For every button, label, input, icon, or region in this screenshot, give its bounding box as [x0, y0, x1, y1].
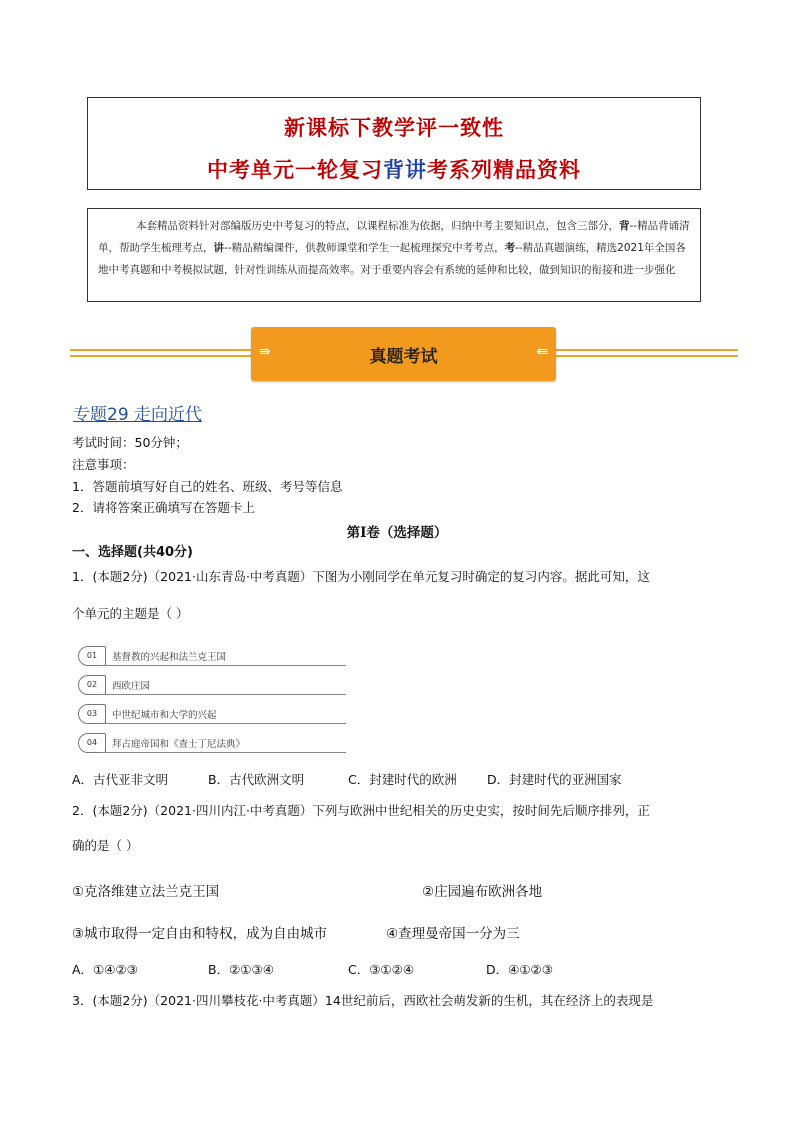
q1-option-d: D．封建时代的亚洲国家: [487, 772, 622, 787]
q2-option-a: A．①④②③: [72, 962, 138, 977]
q1-option-c: C．封建时代的欧洲: [348, 772, 457, 787]
q1-option-b: B．古代欧洲文明: [208, 772, 305, 787]
topic-title: 专题29 走向近代: [73, 405, 203, 425]
q1-stem-line1: 1．(本题2分)（2021·山东青岛·中考真题）下图为小刚同学在单元复习时确定的复习内容。据此可知，这: [72, 569, 650, 584]
q3-stem-line1: 3．(本题2分)（2021·四川攀枝花·中考真题）14世纪前后，西欧社会萌发新的生机，其在经济上的表现是: [72, 993, 654, 1008]
document-title-box: [87, 97, 701, 190]
title-line-1: 新课标下教学评一致性: [284, 115, 504, 140]
banner-rule-left-top: [70, 349, 251, 351]
section-banner: [251, 327, 556, 381]
section-title: 一、选择题(共40分): [72, 545, 193, 560]
title-line-2: 中考单元一轮复习背讲考系列精品资料: [207, 157, 581, 182]
q2-item-1: ①克洛维建立法兰克王国: [72, 884, 220, 900]
q2-option-c: C．③①②④: [348, 962, 415, 977]
intro-paragraph: 本套精品资料针对部编版历史中考复习的特点，以课程标准为依据，归纳中考主要知识点，包含三部分，背--精品背诵清单，帮助学生梳理考点，讲--精品精编课件，供教师课堂和学生一起梳理探究中考考点，考--精品真题演练，精选2021年全国各地中考真题和中考模拟试题，针对性训练从而提高效率。对于重要内容会有系统的延伸和比较，做到知识的衔接和进一步强化: [87, 208, 701, 302]
notice-item-1: 1．答题前填写好自己的姓名、班级、考号等信息: [72, 479, 343, 494]
notice-item-2: 2．请将答案正确填写在答题卡上: [72, 500, 255, 515]
q2-item-2: ②庄园遍布欧洲各地: [422, 884, 543, 900]
arrow-right-icon: ⇛: [259, 344, 271, 360]
q2-item-3: ③城市取得一定自由和特权，成为自由城市: [72, 926, 328, 942]
q2-option-d: D．④①②③: [486, 962, 553, 977]
q2-option-b: B．②①③④: [208, 962, 274, 977]
q1-stem-line2: 个单元的主题是（ ）: [72, 606, 189, 621]
banner-rule-right-bottom: [556, 355, 738, 357]
arrow-left-icon: ⇚: [536, 344, 548, 360]
banner-rule-right-top: [556, 349, 738, 351]
notice-title: 注意事项：: [72, 457, 135, 472]
q2-stem-line2: 确的是（ ）: [72, 838, 139, 853]
q1-option-a: A．古代亚非文明: [72, 772, 169, 787]
q2-item-4: ④查理曼帝国一分为三: [386, 926, 520, 942]
exam-time: 考试时间：50分钟；: [72, 435, 188, 450]
q2-stem-line1: 2．(本题2分)（2021·四川内江·中考真题）下列与欧洲中世纪相关的历史史实，按时间先后顺序排列，正: [72, 803, 650, 818]
part-title: 第I卷（选择题）: [346, 525, 448, 541]
banner-label: 真题考试: [369, 347, 438, 367]
banner-rule-left-bottom: [70, 355, 251, 357]
